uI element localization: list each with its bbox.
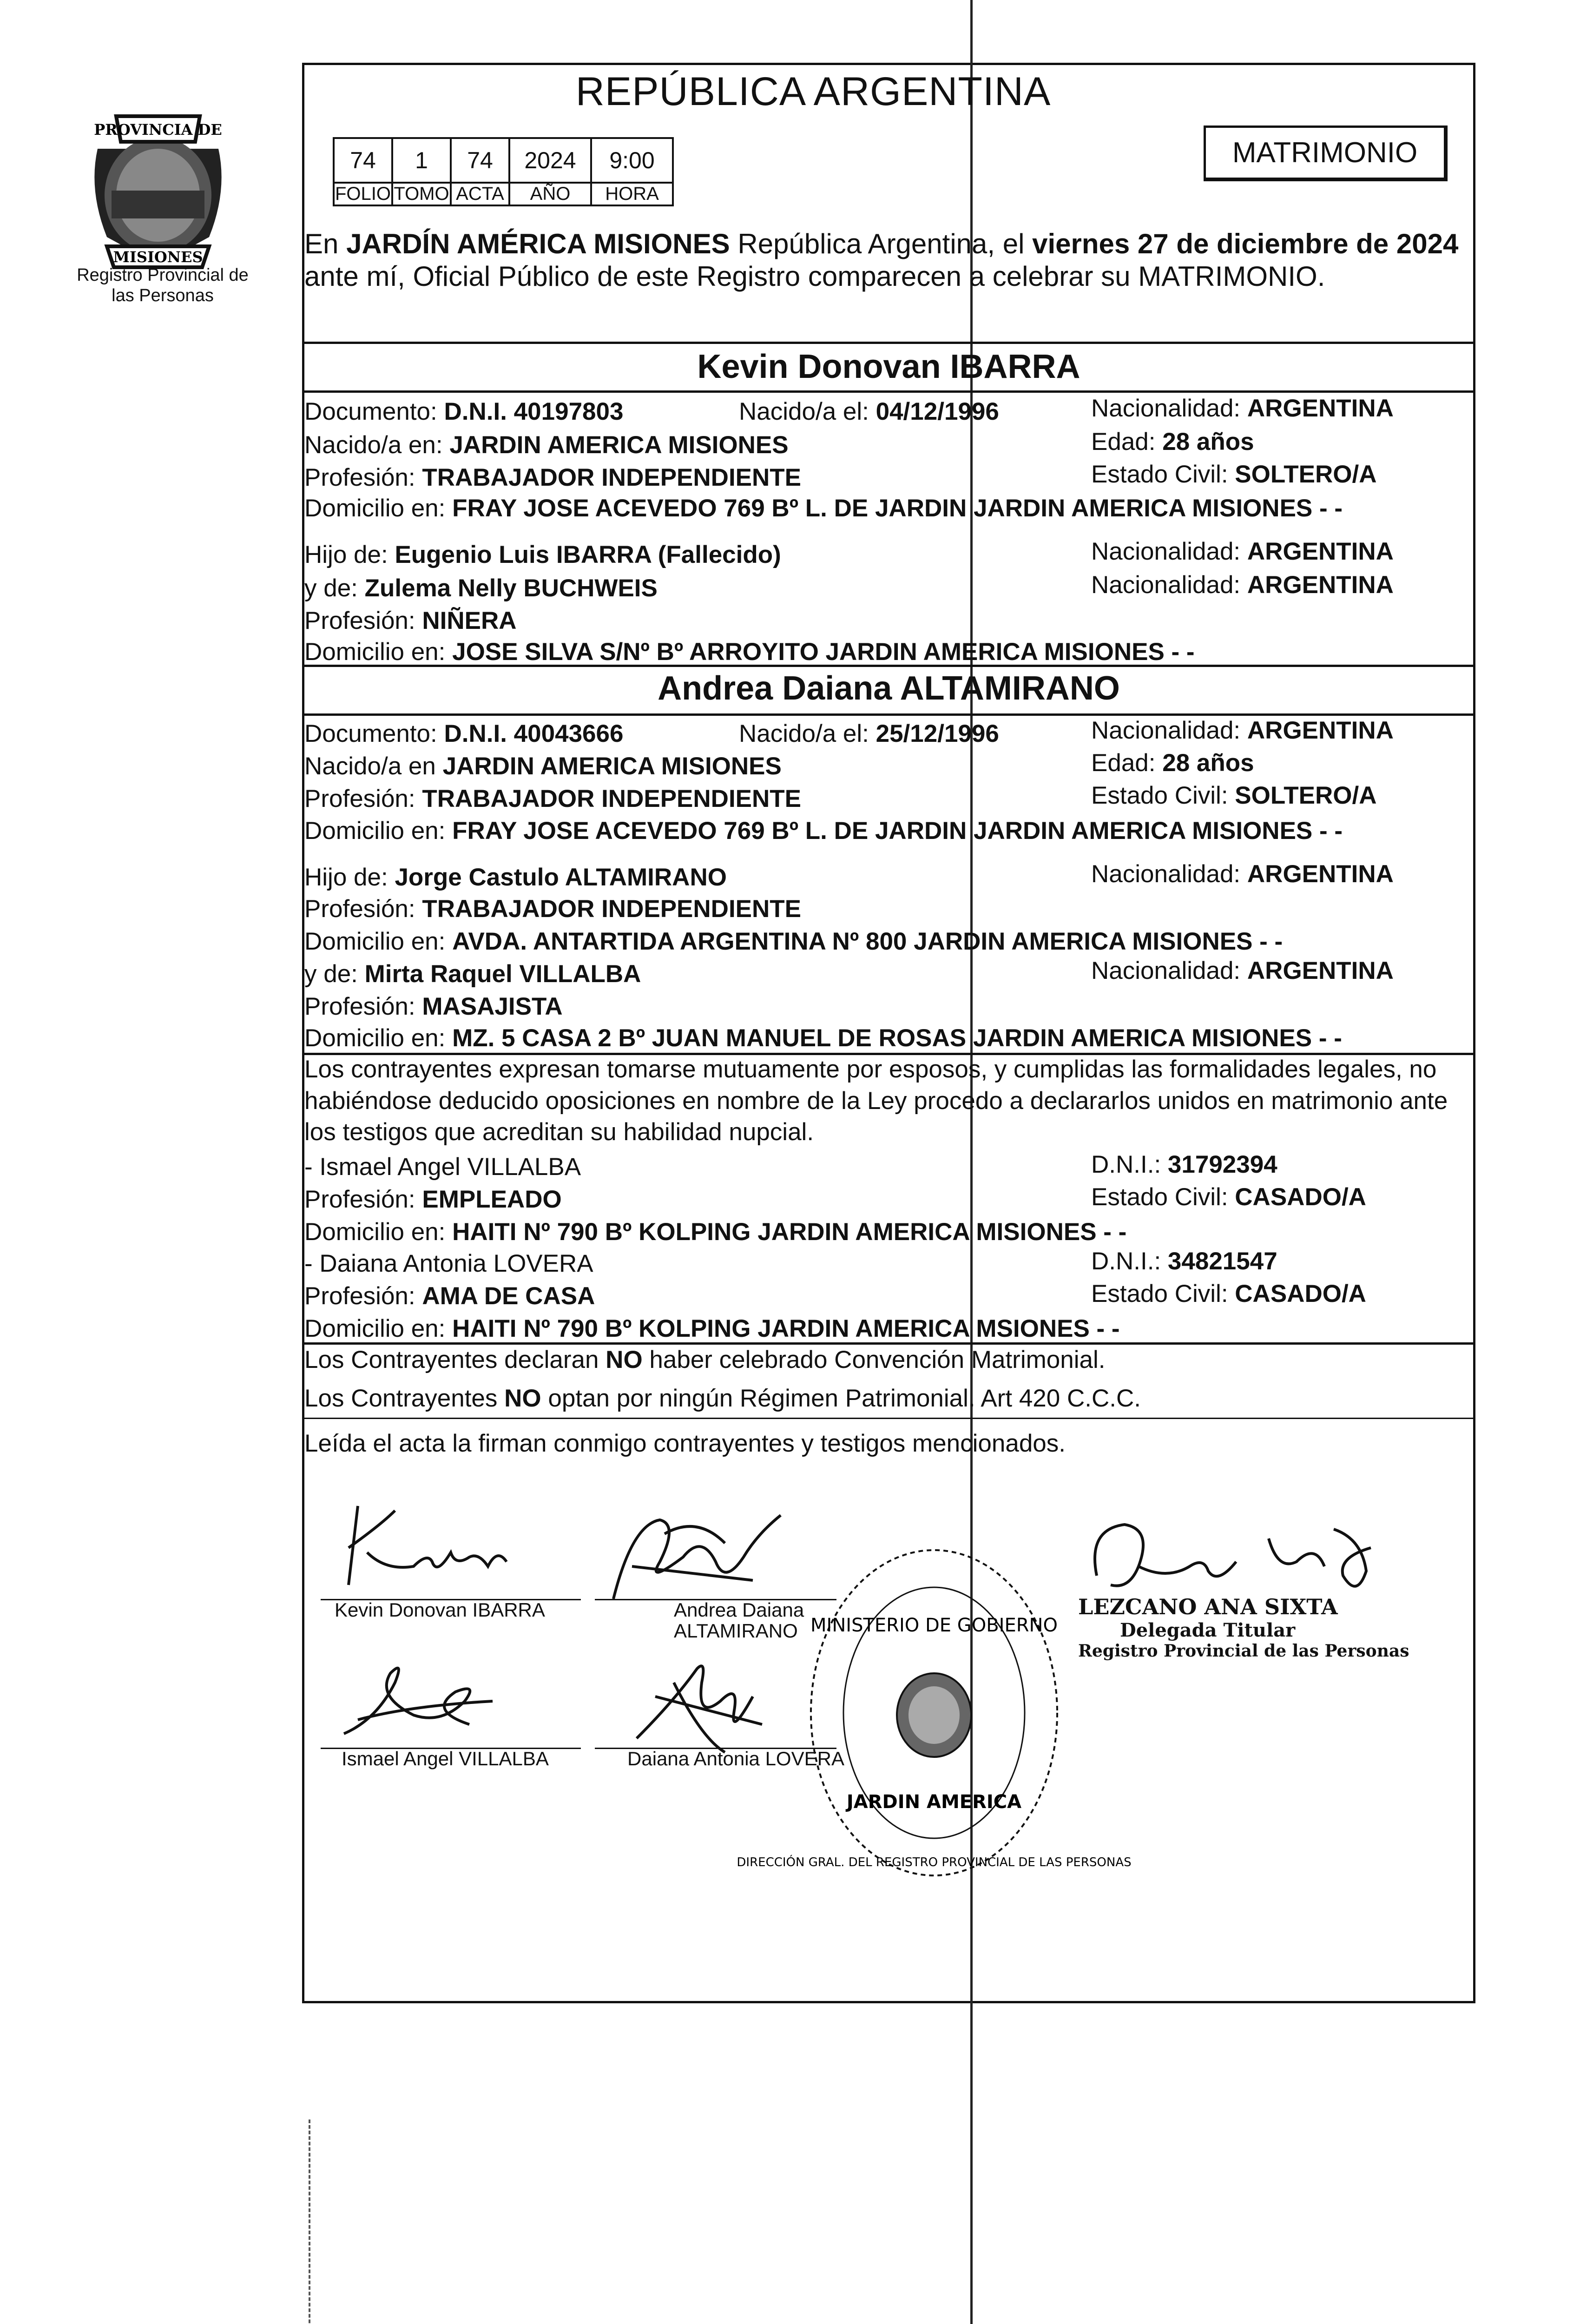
spouse2-birthplace-row	[304, 752, 1473, 780]
field-label: y de:	[304, 574, 365, 602]
spouse2-birthdate-row	[739, 720, 999, 748]
field-label: Profesión:	[304, 1282, 422, 1310]
spouse1-mother: Zulema Nelly BUCHWEIS	[364, 574, 658, 602]
field-label: Nacido/a en:	[304, 431, 450, 459]
intro-line-2: ante mí, Oficial Público de este Registro comparecen a celebrar su MATRIMONIO.	[304, 261, 1325, 292]
registrar-name: LEZCANO ANA SIXTA	[1078, 1594, 1338, 1619]
spouse2-birthplace: JARDIN AMERICA MISIONES	[442, 753, 782, 780]
spouse1-profession: TRABAJADOR INDEPENDIENTE	[422, 464, 802, 491]
regime-text: haber celebrado Convención Matrimonial.	[642, 1346, 1106, 1373]
seal-bottom-text: MISIONES	[113, 248, 203, 266]
signature-daiana	[627, 1655, 785, 1757]
field-label: Edad:	[1091, 749, 1163, 777]
field-label: Profesión:	[304, 895, 422, 923]
acta-value: 74	[451, 138, 509, 183]
spouse2-father-address-row	[304, 927, 1473, 956]
spouse1-birthdate: 04/12/1996	[876, 398, 999, 425]
field-label: Nacido/a el:	[739, 720, 876, 747]
field-label: y de:	[304, 960, 365, 988]
field-label: Nacionalidad:	[1091, 395, 1247, 422]
spouse2-mother: Mirta Raquel VILLALBA	[364, 960, 641, 988]
field-label: Nacionalidad:	[1091, 957, 1247, 984]
spouse2-father: Jorge Castulo ALTAMIRANO	[395, 864, 727, 891]
spouse1-dni: D.N.I. 40197803	[444, 398, 624, 425]
signature-name-kevin: Kevin Donovan IBARRA	[335, 1599, 545, 1621]
witness1-address: HAITI Nº 790 Bº KOLPING JARDIN AMERICA MISIONES - -	[452, 1218, 1127, 1246]
regime-line-2	[304, 1384, 1473, 1413]
seal-caption: Registro Provincial de las Personas	[77, 265, 249, 305]
signature-name-andrea-2: ALTAMIRANO	[674, 1620, 798, 1642]
field-label: Profesión:	[304, 993, 422, 1020]
spouse1-parent-profession: NIÑERA	[422, 607, 517, 634]
spouse2-father-profession: TRABAJADOR INDEPENDIENTE	[422, 895, 802, 923]
field-label: Documento:	[304, 398, 444, 425]
spouse1-father-nationality: ARGENTINA	[1247, 538, 1394, 565]
closing-statement: Leída el acta la firman conmigo contrayentes y testigos mencionados.	[304, 1430, 1066, 1457]
spouse2-father-nationality: ARGENTINA	[1247, 860, 1394, 888]
field-label: D.N.I.:	[1091, 1151, 1168, 1178]
field-label: Nacido/a el:	[739, 398, 876, 425]
field-label: Domicilio en:	[304, 1315, 453, 1342]
regime-text: Los Contrayentes	[304, 1385, 505, 1412]
spouse1-nationality: ARGENTINA	[1247, 395, 1394, 422]
signature-name-andrea-1: Andrea Daiana	[674, 1599, 804, 1621]
signature-registrar	[1083, 1511, 1408, 1604]
regime-no: NO	[606, 1346, 643, 1373]
spouse2-mother-profession: MASAJISTA	[422, 993, 563, 1020]
witness2-name: - Daiana Antonia LOVERA	[304, 1250, 593, 1277]
spouse1-birthplace: JARDIN AMERICA MISIONES	[449, 431, 789, 459]
spouse2-mother-address: MZ. 5 CASA 2 Bº JUAN MANUEL DE ROSAS JARDIN AMERICA MISIONES - -	[452, 1024, 1342, 1052]
field-label: Estado Civil:	[1091, 782, 1235, 809]
spouse1-birthdate-row	[739, 397, 999, 426]
spouse2-address-row	[304, 817, 1473, 845]
spouse2-age-row	[1091, 749, 1254, 777]
spouse2-birthdate: 25/12/1996	[876, 720, 999, 747]
field-label: Profesión:	[304, 1186, 422, 1213]
spouse1-age-row	[1091, 428, 1254, 456]
spouse2-mother-nationality-row	[1091, 957, 1394, 985]
field-label: Nacionalidad:	[1091, 860, 1247, 888]
field-label: Edad:	[1091, 428, 1163, 456]
stamp-ring-text: DIRECCIÓN GRAL. DEL REGISTRO PROVINCIAL DE LAS PERSONAS	[737, 1855, 1132, 1869]
spouse2-mother-nationality: ARGENTINA	[1247, 957, 1394, 984]
field-label: Hijo de:	[304, 864, 395, 891]
spouse2-mother-address-row	[304, 1024, 1473, 1052]
spouse1-parent-profession-row	[304, 607, 1473, 635]
ceremony-place: JARDÍN AMÉRICA MISIONES	[346, 228, 730, 259]
field-label: Nacionalidad:	[1091, 538, 1247, 565]
witness2-dni-row	[1091, 1247, 1277, 1275]
book-reference-table	[333, 137, 674, 206]
field-label: Domicilio en:	[304, 638, 453, 666]
page-title: REPÚBLICA ARGENTINA	[575, 69, 1051, 114]
stamp-inner-text: MINISTERIO DE GOBIERNO	[810, 1615, 1058, 1636]
year-label: AÑO	[509, 183, 591, 205]
regime-no: NO	[504, 1385, 541, 1412]
spouse2-nationality-row	[1091, 716, 1394, 745]
witness1-civil-row	[1091, 1183, 1366, 1211]
spouse1-birthplace-row	[304, 431, 1473, 459]
witness1-profession: EMPLEADO	[422, 1186, 562, 1213]
tomo-value: 1	[392, 138, 451, 183]
field-label: Estado Civil:	[1091, 461, 1235, 488]
signature-ismael	[339, 1655, 516, 1748]
time-value: 9:00	[591, 138, 673, 183]
time-label: HORA	[591, 183, 673, 205]
spouse2-civil-status: SOLTERO/A	[1235, 782, 1377, 809]
spouse2-address: FRAY JOSE ACEVEDO 769 Bº L. DE JARDIN JARDIN AMERICA MISIONES - -	[452, 817, 1343, 845]
spouse2-age: 28 años	[1162, 749, 1254, 777]
spouse1-address-row	[304, 494, 1473, 522]
regime-text: optan por ningún Régimen Patrimonial. Art 420 C.C.C.	[541, 1385, 1141, 1412]
field-label: Nacionalidad:	[1091, 717, 1247, 744]
witness2-profession: AMA DE CASA	[422, 1282, 595, 1310]
acta-label: ACTA	[451, 183, 509, 205]
signature-name-daiana: Daiana Antonia LOVERA	[627, 1748, 844, 1769]
registrar-office: Registro Provincial de las Personas	[1078, 1641, 1409, 1661]
regime-text: Los Contrayentes declaran	[304, 1346, 606, 1373]
spouse2-nationality: ARGENTINA	[1247, 717, 1394, 744]
cut-guide-line	[309, 2119, 310, 2324]
act-type-box: MATRIMONIO	[1204, 125, 1448, 181]
spouse1-father-nationality-row	[1091, 537, 1394, 566]
spouse1-age: 28 años	[1162, 428, 1254, 456]
witness1-dni: 31792394	[1167, 1151, 1277, 1178]
ceremony-date: viernes 27 de diciembre de 2024	[1032, 228, 1459, 259]
spouse1-mother-nationality-row	[1091, 571, 1394, 599]
field-label: Estado Civil:	[1091, 1183, 1235, 1211]
spouse1-parent-address-row	[304, 638, 1473, 666]
field-label: Nacionalidad:	[1091, 571, 1247, 599]
stamp-bottom-text: JARDIN AMERICA	[846, 1791, 1022, 1813]
spouse2-civil-row	[1091, 781, 1377, 810]
spouse1-nationality-row	[1091, 394, 1394, 423]
spouse1-parent-address: JOSE SILVA S/Nº Bº ARROYITO JARDIN AMERICA MISIONES - -	[452, 638, 1195, 666]
intro-line-1	[304, 228, 1473, 260]
signature-kevin	[339, 1497, 562, 1590]
witness1-name: - Ismael Angel VILLALBA	[304, 1153, 581, 1181]
field-label: Documento:	[304, 720, 444, 747]
field-label: Domicilio en:	[304, 928, 453, 955]
field-label: Nacido/a en	[304, 753, 443, 780]
folio-label: FOLIO	[334, 183, 392, 205]
field-label: Profesión:	[304, 607, 422, 634]
spouse1-mother-nationality: ARGENTINA	[1247, 571, 1394, 599]
field-label: Profesión:	[304, 785, 422, 812]
regime-line-1	[304, 1346, 1473, 1374]
year-value: 2024	[509, 138, 591, 183]
registrar-block	[1078, 1594, 1409, 1661]
witness1-civil-status: CASADO/A	[1235, 1183, 1366, 1211]
intro-text: República Argentina, el	[730, 228, 1033, 259]
witness2-address: HAITI Nº 790 Bº KOLPING JARDIN AMERICA MSIONES - -	[452, 1315, 1120, 1342]
spouse2-profession: TRABAJADOR INDEPENDIENTE	[422, 785, 802, 812]
witness2-address-row	[304, 1314, 1473, 1343]
spouse1-civil-status: SOLTERO/A	[1235, 461, 1377, 488]
field-label: Domicilio en:	[304, 495, 453, 522]
field-label: D.N.I.:	[1091, 1248, 1168, 1275]
spouse2-name: Andrea Daiana ALTAMIRANO	[658, 670, 1120, 707]
witness2-civil-row	[1091, 1280, 1366, 1308]
witness2-dni: 34821547	[1167, 1248, 1277, 1275]
spouse1-civil-row	[1091, 460, 1377, 489]
field-label: Domicilio en:	[304, 1218, 453, 1246]
declaration-line-3: los testigos que acreditan su habilidad nupcial.	[304, 1118, 814, 1146]
witness1-address-row	[304, 1218, 1473, 1246]
spouse2-father-address: AVDA. ANTARTIDA ARGENTINA Nº 800 JARDIN AMERICA MISIONES - -	[452, 928, 1283, 955]
folio-value: 74	[334, 138, 392, 183]
spouse1-father: Eugenio Luis IBARRA (Fallecido)	[395, 541, 781, 568]
spouse1-address: FRAY JOSE ACEVEDO 769 Bº L. DE JARDIN JARDIN AMERICA MISIONES - -	[452, 495, 1343, 522]
spouse2-father-nationality-row	[1091, 860, 1394, 888]
intro-text: En	[304, 228, 347, 259]
field-label: Hijo de:	[304, 541, 395, 568]
tomo-label: TOMO	[392, 183, 451, 205]
field-label: Domicilio en:	[304, 1024, 453, 1052]
seal-top-text: PROVINCIA DE	[94, 121, 222, 139]
signature-name-ismael: Ismael Angel VILLALBA	[342, 1748, 549, 1769]
declaration-line-1: Los contrayentes expresan tomarse mutuamente por esposos, y cumplidas las formalidades legales, no	[304, 1056, 1437, 1083]
spouse2-father-profession-row	[304, 895, 1473, 923]
spouse2-dni: D.N.I. 40043666	[444, 720, 624, 747]
field-label: Estado Civil:	[1091, 1280, 1235, 1307]
spouse1-name: Kevin Donovan IBARRA	[697, 348, 1080, 385]
spouse2-mother-profession-row	[304, 992, 1473, 1021]
registrar-role: Delegada Titular	[1120, 1619, 1296, 1641]
provincial-seal-emblem	[79, 98, 237, 274]
field-label: Domicilio en:	[304, 817, 453, 845]
declaration-line-2: habiéndose deducido oposiciones en nombre de la Ley procedo a declararlos unidos en matrimonio ante	[304, 1087, 1448, 1115]
witness1-dni-row	[1091, 1150, 1277, 1179]
field-label: Profesión:	[304, 464, 422, 491]
witness2-civil-status: CASADO/A	[1235, 1280, 1366, 1307]
